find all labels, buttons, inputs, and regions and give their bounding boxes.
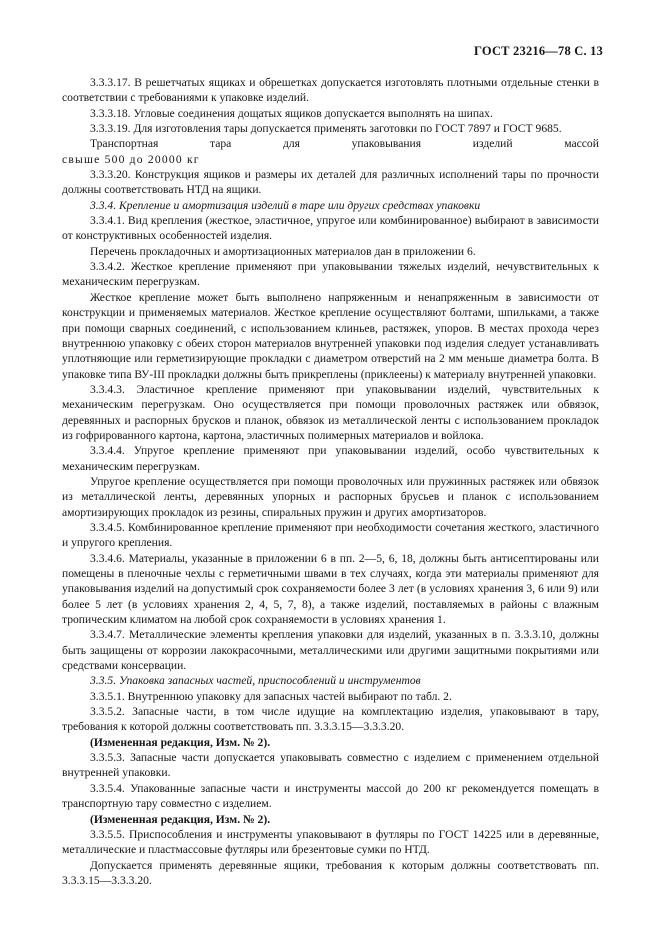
spaced-word: Транспортная [90, 137, 159, 151]
paragraph: 3.3.3.17. В решетчатых ящиках и обрешетках допускается изготовлять плотными отдельные стенки в соответствии с требованиями к упаковке изделий. [62, 76, 599, 105]
spaced-word: упаковывания [351, 137, 422, 151]
paragraph: 3.3.4.1. Вид крепления (жесткое, эластичное, упругое или комбинированное) выбирают в зависимости от конструктивных особенностей изделия. [62, 214, 599, 243]
paragraph: 3.3.3.20. Конструкция ящиков и размеры их деталей для различных исполнений тары по прочности должны соответствовать НТД на ящики. [62, 168, 599, 197]
page-header: ГОСТ 23216—78 С. 13 [474, 44, 603, 58]
paragraph: Жесткое крепление может быть выполнено напряженным и ненапряженным в зависимости от конструкции и применяемых материалов. Жесткое крепление осуществляют болтами, шпильками, а также при помощи сварных соединений, с использованием клиньев, растяжек, упоров. В местах прохода через внутреннюю упаковку с обеих сторон материалов внутренней упаковки под изделия следует устанавливать уплотняющие или герметизирующие прокладки с диаметром отверстий на 2 мм меньше диаметра болта. В упаковке типа ВУ-III прокладки должны быть прикреплены (приклеены) к материалу внутренней упаковки. [62, 290, 599, 381]
spaced-word: массой [564, 137, 599, 151]
paragraph: 3.3.4.3. Эластичное крепление применяют при упаковывании изделий, чувствительных к механическим перегрузкам. Оно осуществляется при помощи проволочных растяжек или обвязок, деревянных и распорных брусков и планок, обвязок из металлической ленты с использованием прокладок из гофрированного картона, картона, эластичных полимерных материалов и войлока. [62, 382, 599, 442]
paragraph: 3.3.5.1. Внутреннюю упаковку для запасных частей выбирают по табл. 2. [90, 689, 452, 703]
paragraph: 3.3.4.2. Жесткое крепление применяют при упаковывании тяжелых изделий, нечувствительных к механическим перегрузкам. [62, 260, 599, 289]
section-heading: 3.3.5. Упаковка запасных частей, приспособлений и инструментов [90, 674, 421, 688]
spaced-word: изделий [472, 137, 513, 151]
paragraph: 3.3.5.3. Запасные части допускается упаковывать совместно с изделием с применением отдельной внутренней упаковки. [62, 751, 599, 780]
paragraph: 3.3.4.5. Комбинированное крепление применяют при необходимости сочетания жесткого, эластичного и упругого крепления. [62, 520, 599, 550]
spaced-word: тара [209, 137, 232, 151]
spaced-word: для [282, 137, 300, 151]
paragraph: 3.3.4.7. Металлические элементы крепления упаковки для изделий, указанных в п. 3.3.3.10, должны быть защищены от коррозии лакокрасочными, металлическими или другими защитными покрытиями или средствами консервации. [62, 628, 599, 673]
spaced-line [62, 136, 599, 151]
paragraph: 3.3.3.19. Для изготовления тары допускается применять заготовки по ГОСТ 7897 и ГОСТ 9685. [90, 122, 562, 136]
paragraph: 3.3.5.2. Запасные части, в том числе идущие на комплектацию изделия, упаковывают в тару, требования к которой должны соответствовать пп. 3.3.3.15—3.3.3.20. [62, 705, 599, 734]
section-heading: 3.3.4. Крепление и амортизация изделий в таре или других средствах упаковки [90, 198, 481, 212]
paragraph: 3.3.5.5. Приспособления и инструменты упаковывают в футляры по ГОСТ 14225 или в деревянные, металлические и пластмассовые футляры или брезентовые сумки по НТД. [62, 827, 599, 857]
revision-note: (Измененная редакция, Изм. № 2). [90, 735, 271, 749]
paragraph: Допускается применять деревянные ящики, требования к которым должны соответствовать пп. 3.3.3.15—3.3.3.20. [62, 858, 599, 887]
document-body [62, 75, 599, 888]
paragraph: Упругое крепление осуществляется при помощи проволочных или пружинных растяжек или обвязок из металлической ленты, деревянных упорных и распорных брусьев и планок с использованием амортизирующих прокладок из резины, спиральных пружин и других амортизаторов. [62, 474, 599, 519]
paragraph: 3.3.5.4. Упакованные запасные части и инструменты массой до 200 кг рекомендуется помещать в транспортную тару совместно с изделием. [62, 781, 599, 811]
revision-note: (Измененная редакция, Изм. № 2). [90, 812, 271, 826]
paragraph: 3.3.4.4. Упругое крепление применяют при упаковывании изделий, особо чувствительных к механическим перегрузкам. [62, 444, 599, 473]
paragraph: 3.3.4.6. Материалы, указанные в приложении 6 в пп. 2—5, 6, 18, должны быть антисептированы или помещены в пленочные чехлы с герметичными швами в тех случаях, когда эти материалы применяют для упаковывания изделий на допустимый срок сохраняемости более 3 лет (в условиях хранения 3, 6 или 9) или более 5 лет (в условиях хранения 2, 4, 5, 7, 8), а также изделий, поставляемых в районы с влажным тропическим климатом на любой срок сохраняемости в условиях хранения 1. [62, 551, 599, 627]
paragraph: 3.3.3.18. Угловые соединения дощатых ящиков допускается выполнять на шипах. [90, 106, 493, 120]
paragraph: свыше 500 до 20000 кг [62, 152, 200, 166]
paragraph: Перечень прокладочных и амортизационных материалов дан в приложении 6. [90, 244, 476, 258]
